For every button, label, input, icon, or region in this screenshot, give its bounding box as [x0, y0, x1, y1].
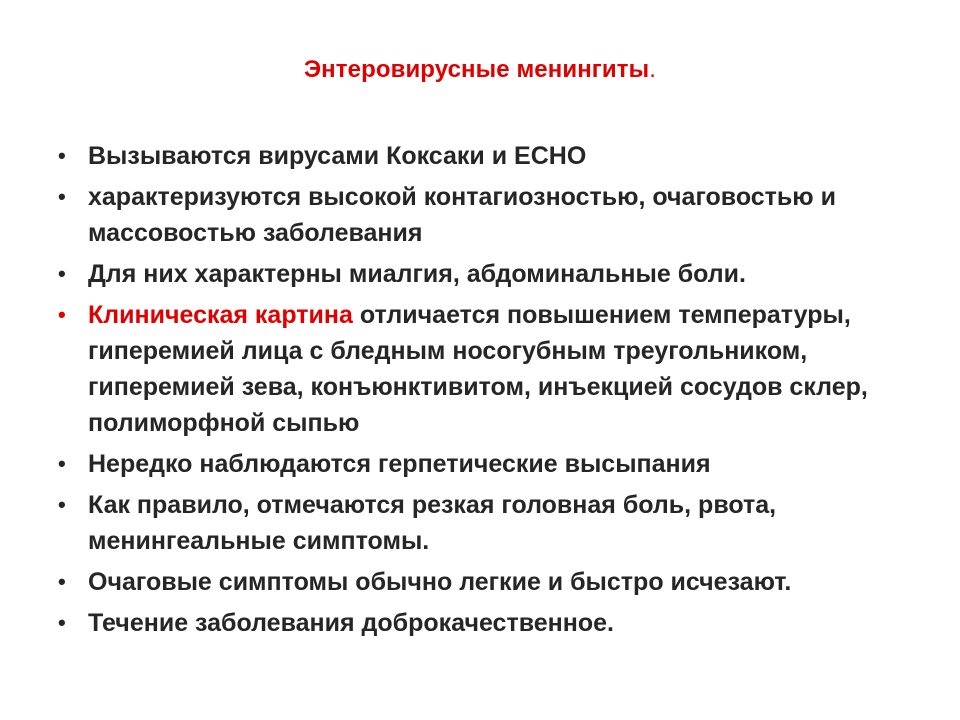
- slide-title: [0, 56, 960, 84]
- list-item: [56, 605, 916, 641]
- list-item: [56, 256, 916, 292]
- bullet-marker-icon: •: [58, 184, 66, 209]
- bullet-text: Течение заболевания доброкачественное.: [88, 609, 614, 637]
- list-item: [56, 564, 916, 600]
- bullet-marker-icon: •: [58, 302, 66, 327]
- bullet-highlight: Клиническая картина: [88, 301, 353, 329]
- bullet-text: Вызываются вирусами Коксаки и ЕСНО: [88, 142, 587, 170]
- list-item: [56, 297, 916, 441]
- bullet-text: Для них характерны миалгия, абдоминальные боли.: [88, 260, 746, 288]
- bullet-marker-icon: •: [58, 569, 66, 594]
- bullet-text: Нередко наблюдаются герпетические высыпания: [88, 450, 711, 478]
- bullet-marker-icon: •: [58, 451, 66, 476]
- list-item: [56, 138, 916, 174]
- bullet-marker-icon: •: [58, 492, 66, 517]
- bullet-text: отличается повышением температуры, гиперемией лица с бледным носогубным треугольником, гиперемией зева, конъюнктивитом, инъекцией сосудов склер, полиморфной сыпью: [88, 301, 868, 437]
- bullet-list: [56, 138, 916, 646]
- bullet-text: Очаговые симптомы обычно легкие и быстро исчезают.: [88, 568, 792, 596]
- slide-title-period: .: [649, 56, 656, 83]
- list-item: [56, 179, 916, 251]
- list-item: [56, 487, 916, 559]
- bullet-marker-icon: •: [58, 261, 66, 286]
- list-item: [56, 446, 916, 482]
- bullet-marker-icon: •: [58, 610, 66, 635]
- slide-title-text: Энтеровирусные менингиты: [304, 56, 650, 83]
- bullet-marker-icon: •: [58, 143, 66, 168]
- bullet-text: Как правило, отмечаются резкая головная боль, рвота, менингеальные симптомы.: [88, 491, 777, 555]
- bullet-text: характеризуются высокой контагиозностью, очаговостью и массовостью заболевания: [88, 183, 836, 247]
